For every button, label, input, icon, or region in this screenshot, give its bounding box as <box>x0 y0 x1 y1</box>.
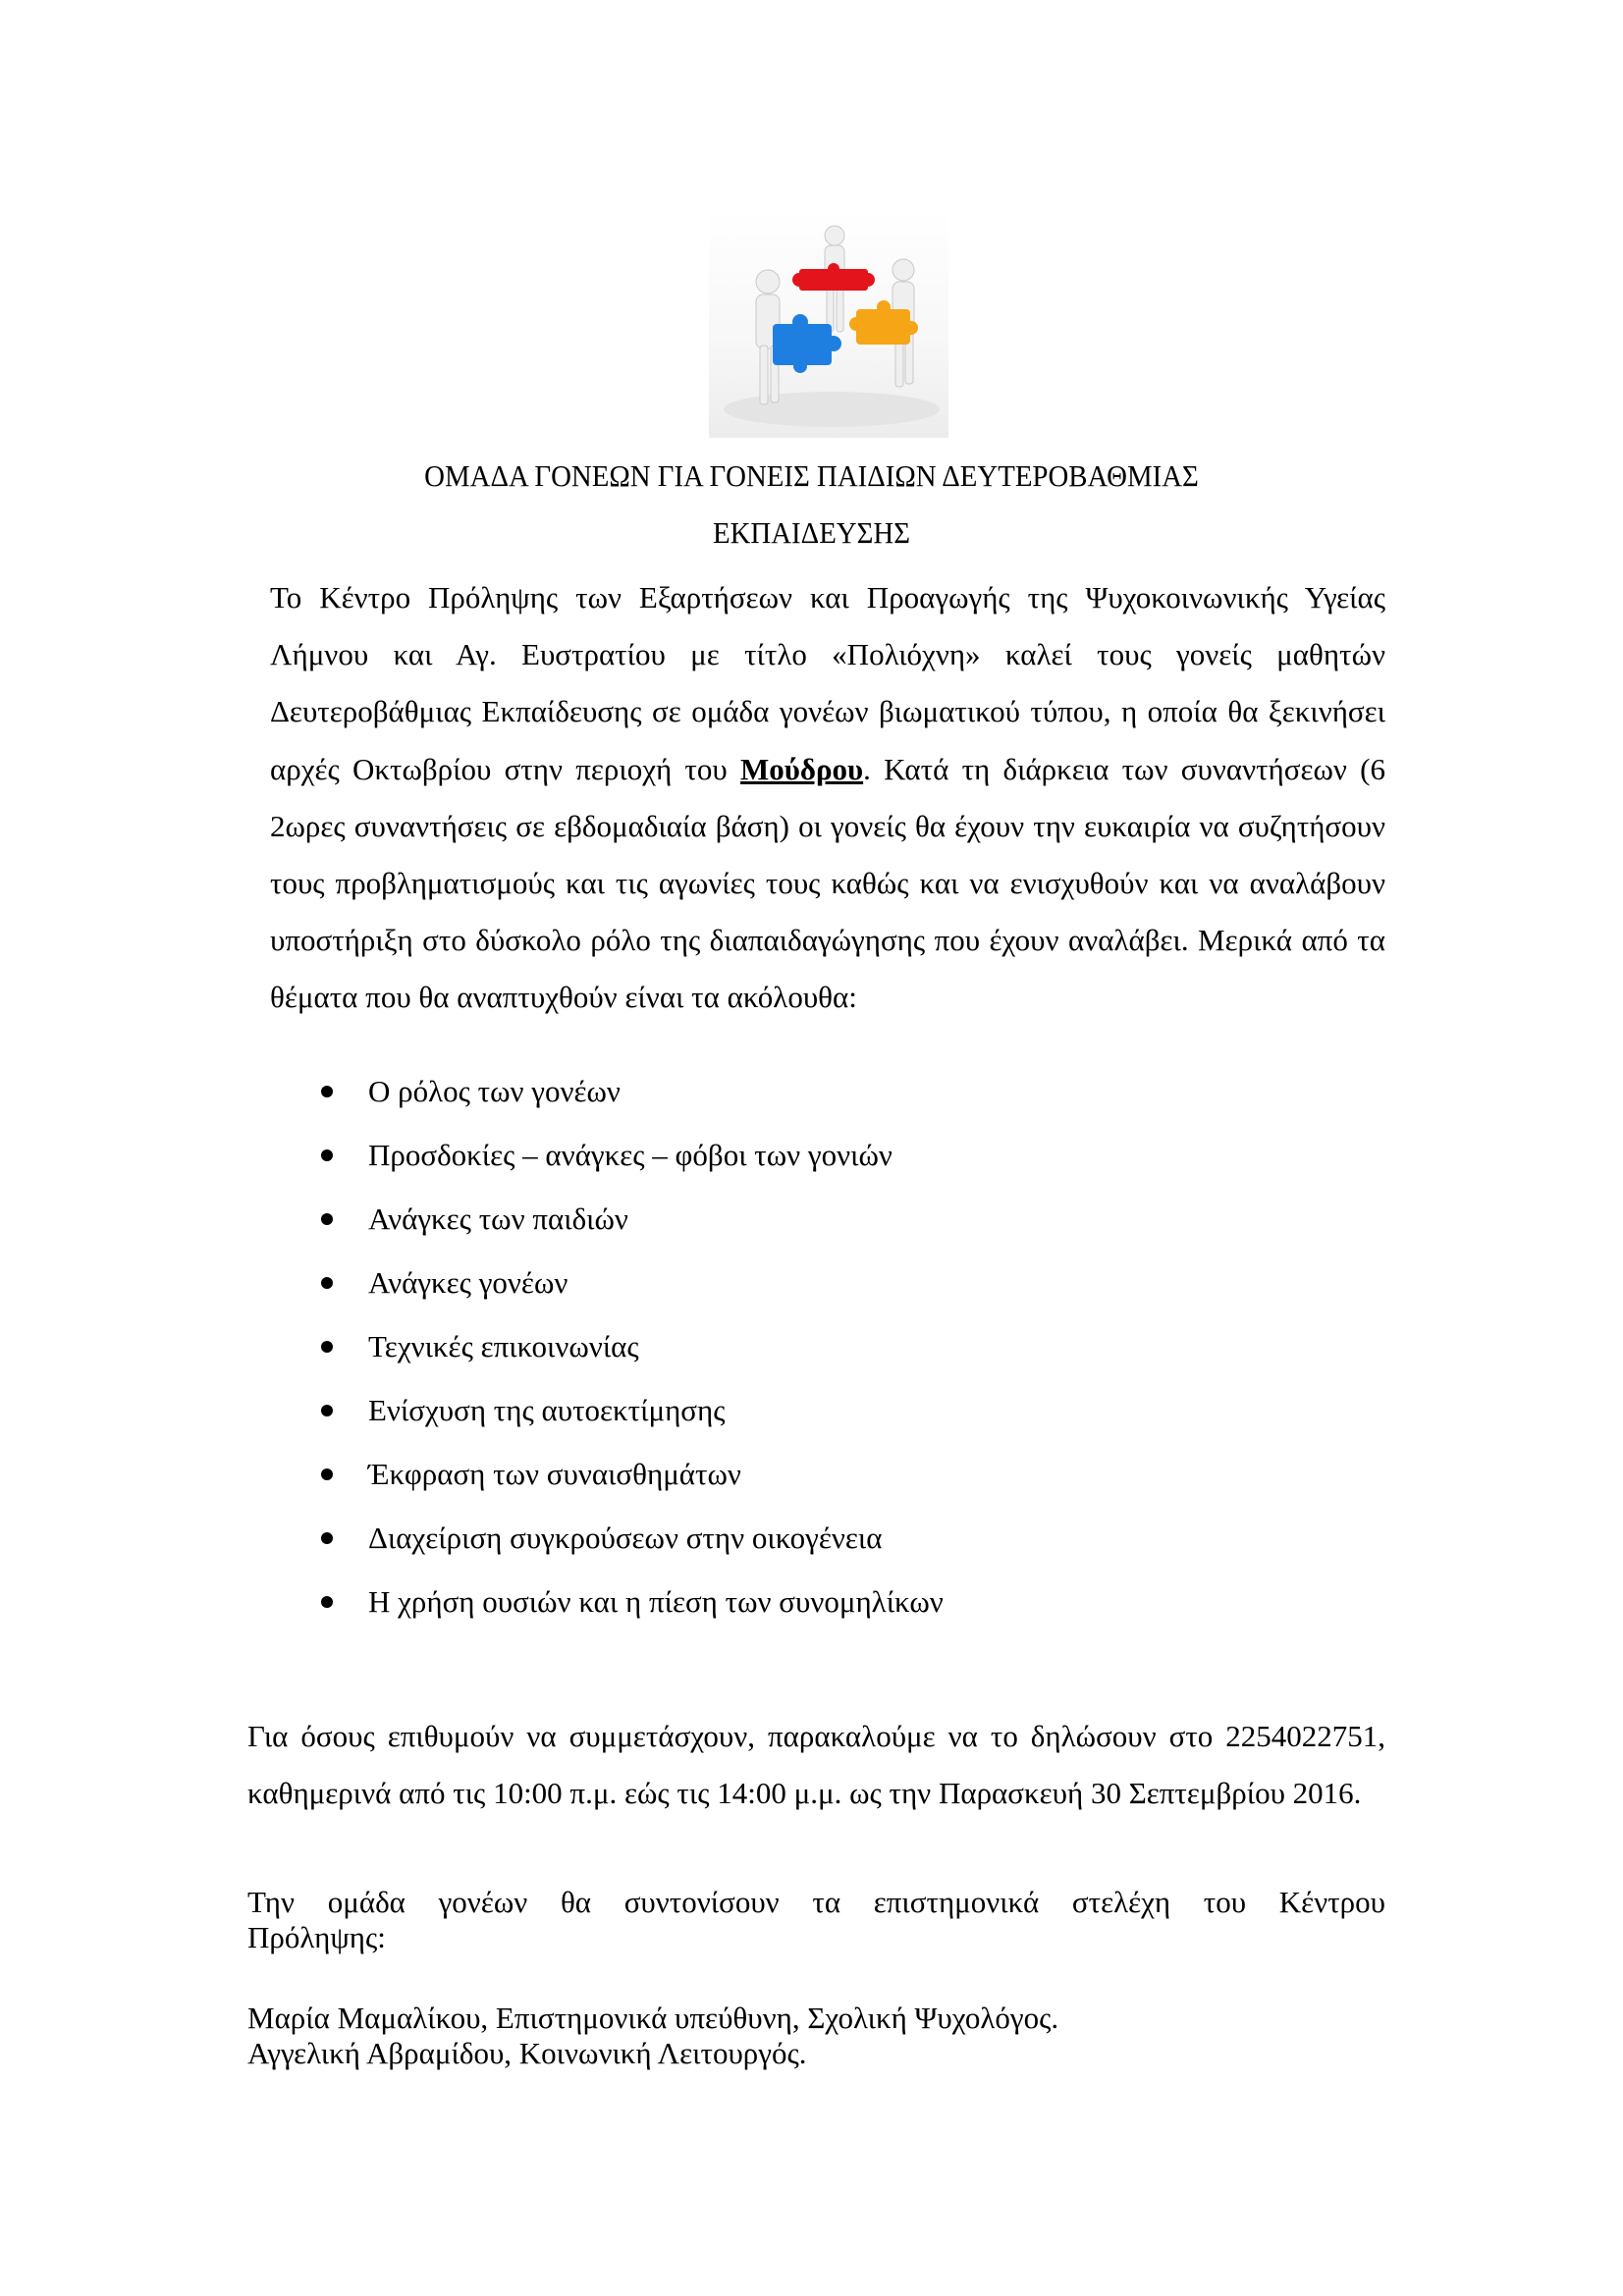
coordinators-intro-line-1: Την ομάδα γονέων θα συντονίσουν τα επιστημονικά στελέχη του Κέντρου <box>247 1885 1385 1919</box>
bullet-icon <box>321 1086 333 1097</box>
intro-text-end: . Κατά τη διάρκεια των συναντήσεων (6 2ωρες συναντήσεις σε εβδομαδιαία βάση) οι γονείς θα έχουν την ευκαιρία να συζητήσουν τους προβληματισμούς και τις αγωνίες τους καθώς και να ενισχυθούν και να αναλάβουν υποστήριξη στο δύσκολο ρόλο της διαπαιδαγώγησης που έχουν αναλάβει. Μερικά από τα θέματα που θα αναπτυχθούν είναι τα ακόλουθα: <box>270 751 1385 1015</box>
bullet-icon <box>321 1341 333 1353</box>
contact-paragraph: Για όσους επιθυμούν να συμμετάσχουν, παρακαλούμε να το δηλώσουν στο 2254022751, καθημερινά από τις 10:00 π.μ. εώς τις 14:00 μ.μ. ως την Παρασκευή 30 Σεπτεμβρίου 2016. <box>247 1719 1385 1810</box>
bullet-icon <box>321 1213 333 1225</box>
puzzle-people-icon <box>709 208 948 438</box>
coordinators-intro <box>247 1885 1385 1955</box>
staff-list <box>247 2001 1058 2071</box>
document-page: ΟΜΑΔΑ ΓΟΝΕΩΝ ΓΙΑ ΓΟΝΕΙΣ ΠΑΙΔΙΩΝ ΔΕΥΤΕΡΟΒΑΘΜΙΑΣ ΕΚΠΑΙΔΕΥΣΗΣ Το Κέντρο Πρόληψης των Εξαρτήσεων και Προαγωγής της Ψυχοκοινωνικής Υγείας Λήμνου και Αγ. Ευστρατίου με τίτλο «Πολιόχνη» καλεί τους γονείς μαθητών Δευτεροβάθμιας Εκπαίδευσης σε ομάδα γονέων βιωματικού τύπου, η οποία θα ξεκινήσει αρχές Οκτωβρίου στην περιοχή του Μούδρου. Κατά τη διάρκεια των συναντήσεων (6 2ωρες συναντήσεις σε εβδομαδιαία βάση) οι γονείς θα έχουν την ευκαιρία να συζητήσουν τους προβληματισμούς και τις αγωνίες τους καθώς και να ενισχυθούν και να αναλάβουν υποστήριξη στο δύσκολο ρόλο της διαπαιδαγώγησης που έχουν αναλάβει. Μερικά από τα θέματα που θα αναπτυχθούν είναι τα ακόλουθα: Ο ρόλος των γονέων Προσδοκίες – ανάγκες – φόβοι των γονιών Ανάγκες των παιδιών Ανάγκες γονέων Τεχνικές επικοινωνίας Ενίσχυση της αυτοεκτίμησης Έκφραση των συναισθημάτων Διαχείριση συγκρούσεων στην οικογένεια Η χρήση ουσιών και η πίεση των συνομηλίκων Για όσους επιθυμούν να συμμετάσχουν, παρακαλούμε να το δηλώσουν στο 2254022751, καθημερινά από τις 10:00 π.μ. εώς τις 14:00 μ.μ. ως την Παρασκευή 30 Σεπτεμβρίου 2016. Την ομάδα γονέων θα συντονίσουν τα επιστημονικά στελέχη του Κέντρου Πρόληψης: Μαρία Μαμαλίκου, Επιστημονικά υπεύθυνη, Σχολική Ψυχολόγος. Αγγελική Αβραμίδου, Κοινωνική Λειτουργός. <box>0 0 1623 2296</box>
location-highlight: Μούδρου <box>740 751 864 786</box>
coordinators-intro-line-2: Πρόληψης: <box>247 1920 386 1954</box>
document-title-line-1: ΟΜΑΔΑ ΓΟΝΕΩΝ ΓΙΑ ΓΟΝΕΙΣ ΠΑΙΔΙΩΝ ΔΕΥΤΕΡΟΒΑΘΜΙΑΣ <box>424 458 1199 493</box>
intro-paragraph <box>270 569 1385 1027</box>
bullet-icon <box>321 1149 333 1161</box>
intro-text-start: Το Κέντρο Πρόληψης των Εξαρτήσεων και Προαγωγής της Ψυχοκοινωνικής Υγείας Λήμνου και Αγ. Ευστρατίου με τίτλο «Πολιόχνη» καλεί τους γονείς μαθητών Δευτεροβάθμιας Εκπαίδευσης σε ομάδα γονέων βιωματικού τύπου, η οποία θα ξεκινήσει αρχές Οκτωβρίου στην περιοχή του <box>270 580 1385 786</box>
document-title-line-2: ΕΚΠΑΙΔΕΥΣΗΣ <box>712 515 911 550</box>
bullet-icon <box>321 1277 333 1289</box>
bullet-icon <box>321 1405 333 1416</box>
bullet-icon <box>321 1596 333 1608</box>
staff-member: Μαρία Μαμαλίκου, Επιστημονικά υπεύθυνη, Σχολική Ψυχολόγος. <box>247 2001 1059 2035</box>
teamwork-puzzle-illustration <box>709 208 948 438</box>
staff-member: Αγγελική Αβραμίδου, Κοινωνική Λειτουργός. <box>247 2036 807 2070</box>
bullet-icon <box>321 1532 333 1544</box>
bullet-icon <box>321 1468 333 1480</box>
